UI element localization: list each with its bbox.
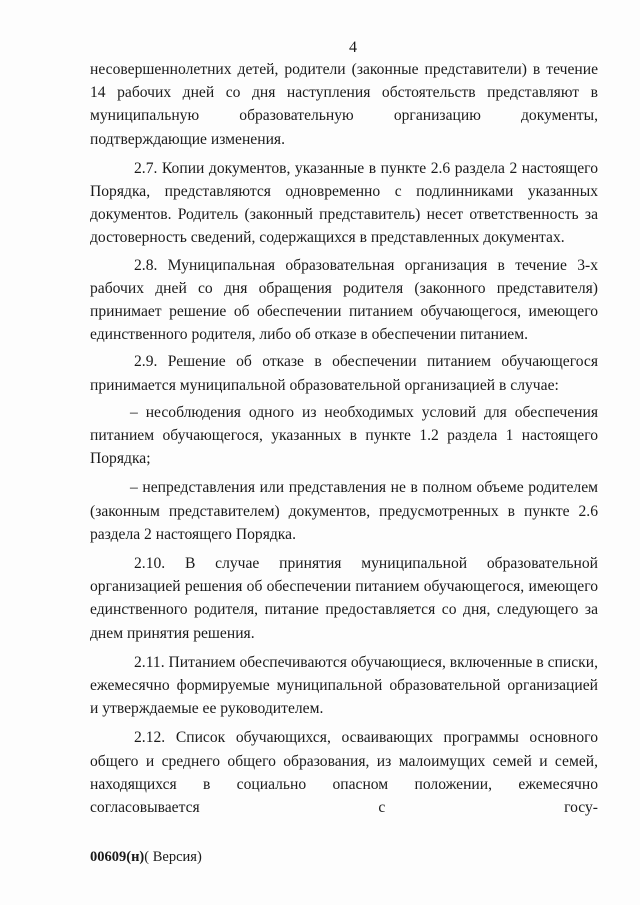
document-body (90, 58, 598, 819)
paragraph-continuation: несовершеннолетних детей, родители (законные представители) в течение 14 рабочих дней со дня наступления обстоятельств представляют в муниципальную образовательную организацию документы, подтверждающие изменения. (90, 61, 598, 148)
list-item-2: – непредставления или представления не в полном объеме родителем (законным представителем) документов, предусмотренных в пункте 2.6 раздела 2 настоящего Порядка. (90, 479, 598, 543)
page-number: 4 (349, 39, 357, 56)
paragraph-2-11: 2.11. Питанием обеспечиваются обучающиеся, включенные в списки, ежемесячно формируемые муниципальной образовательной организацией и утверждаемые ее руководителем. (90, 653, 598, 718)
paragraph-2-8: 2.8. Муниципальная образовательная организация в течение 3-х рабочих дней со дня обращения родителя (законного представителя) принимает решение об обеспечении питанием обучающегося, имеющего единственного родителя, либо об отказе в обеспечении питанием. (90, 256, 598, 344)
document-code: 00609(н) (90, 849, 145, 865)
paragraph-2-12: 2.12. Список обучающихся, осваивающих программы основного общего и среднего общего образования, из малоимущих семей и семей, находящихся в социально опасном положении, ежемесячно согласовывается с госу- (90, 729, 598, 817)
paragraph-2-10: 2.10. В случае принятия муниципальной образовательной организацией решения об обеспечении питанием обучающегося, имеющего единственного родителя, питание предоставляется со дня, следующего за днем принятия решения. (90, 555, 598, 642)
document-version: ( Версия) (144, 849, 202, 865)
paragraph-2-7: 2.7. Копии документов, указанные в пункте 2.6 раздела 2 настоящего Порядка, представляются одновременно с подлинниками указанных документов. Родитель (законный представитель) несет ответственность за достоверность сведений, содержащихся в представленных документах. (90, 159, 598, 247)
paragraph-2-9: 2.9. Решение об отказе в обеспечении питанием обучающегося принимается муниципальной образовательной организацией в случае: (90, 353, 598, 394)
list-item-1: – несоблюдения одного из необходимых условий для обеспечения питанием обучающегося, указанных в пункте 1.2 раздела 1 настоящего Порядка; (90, 403, 598, 468)
document-footer (90, 849, 202, 866)
